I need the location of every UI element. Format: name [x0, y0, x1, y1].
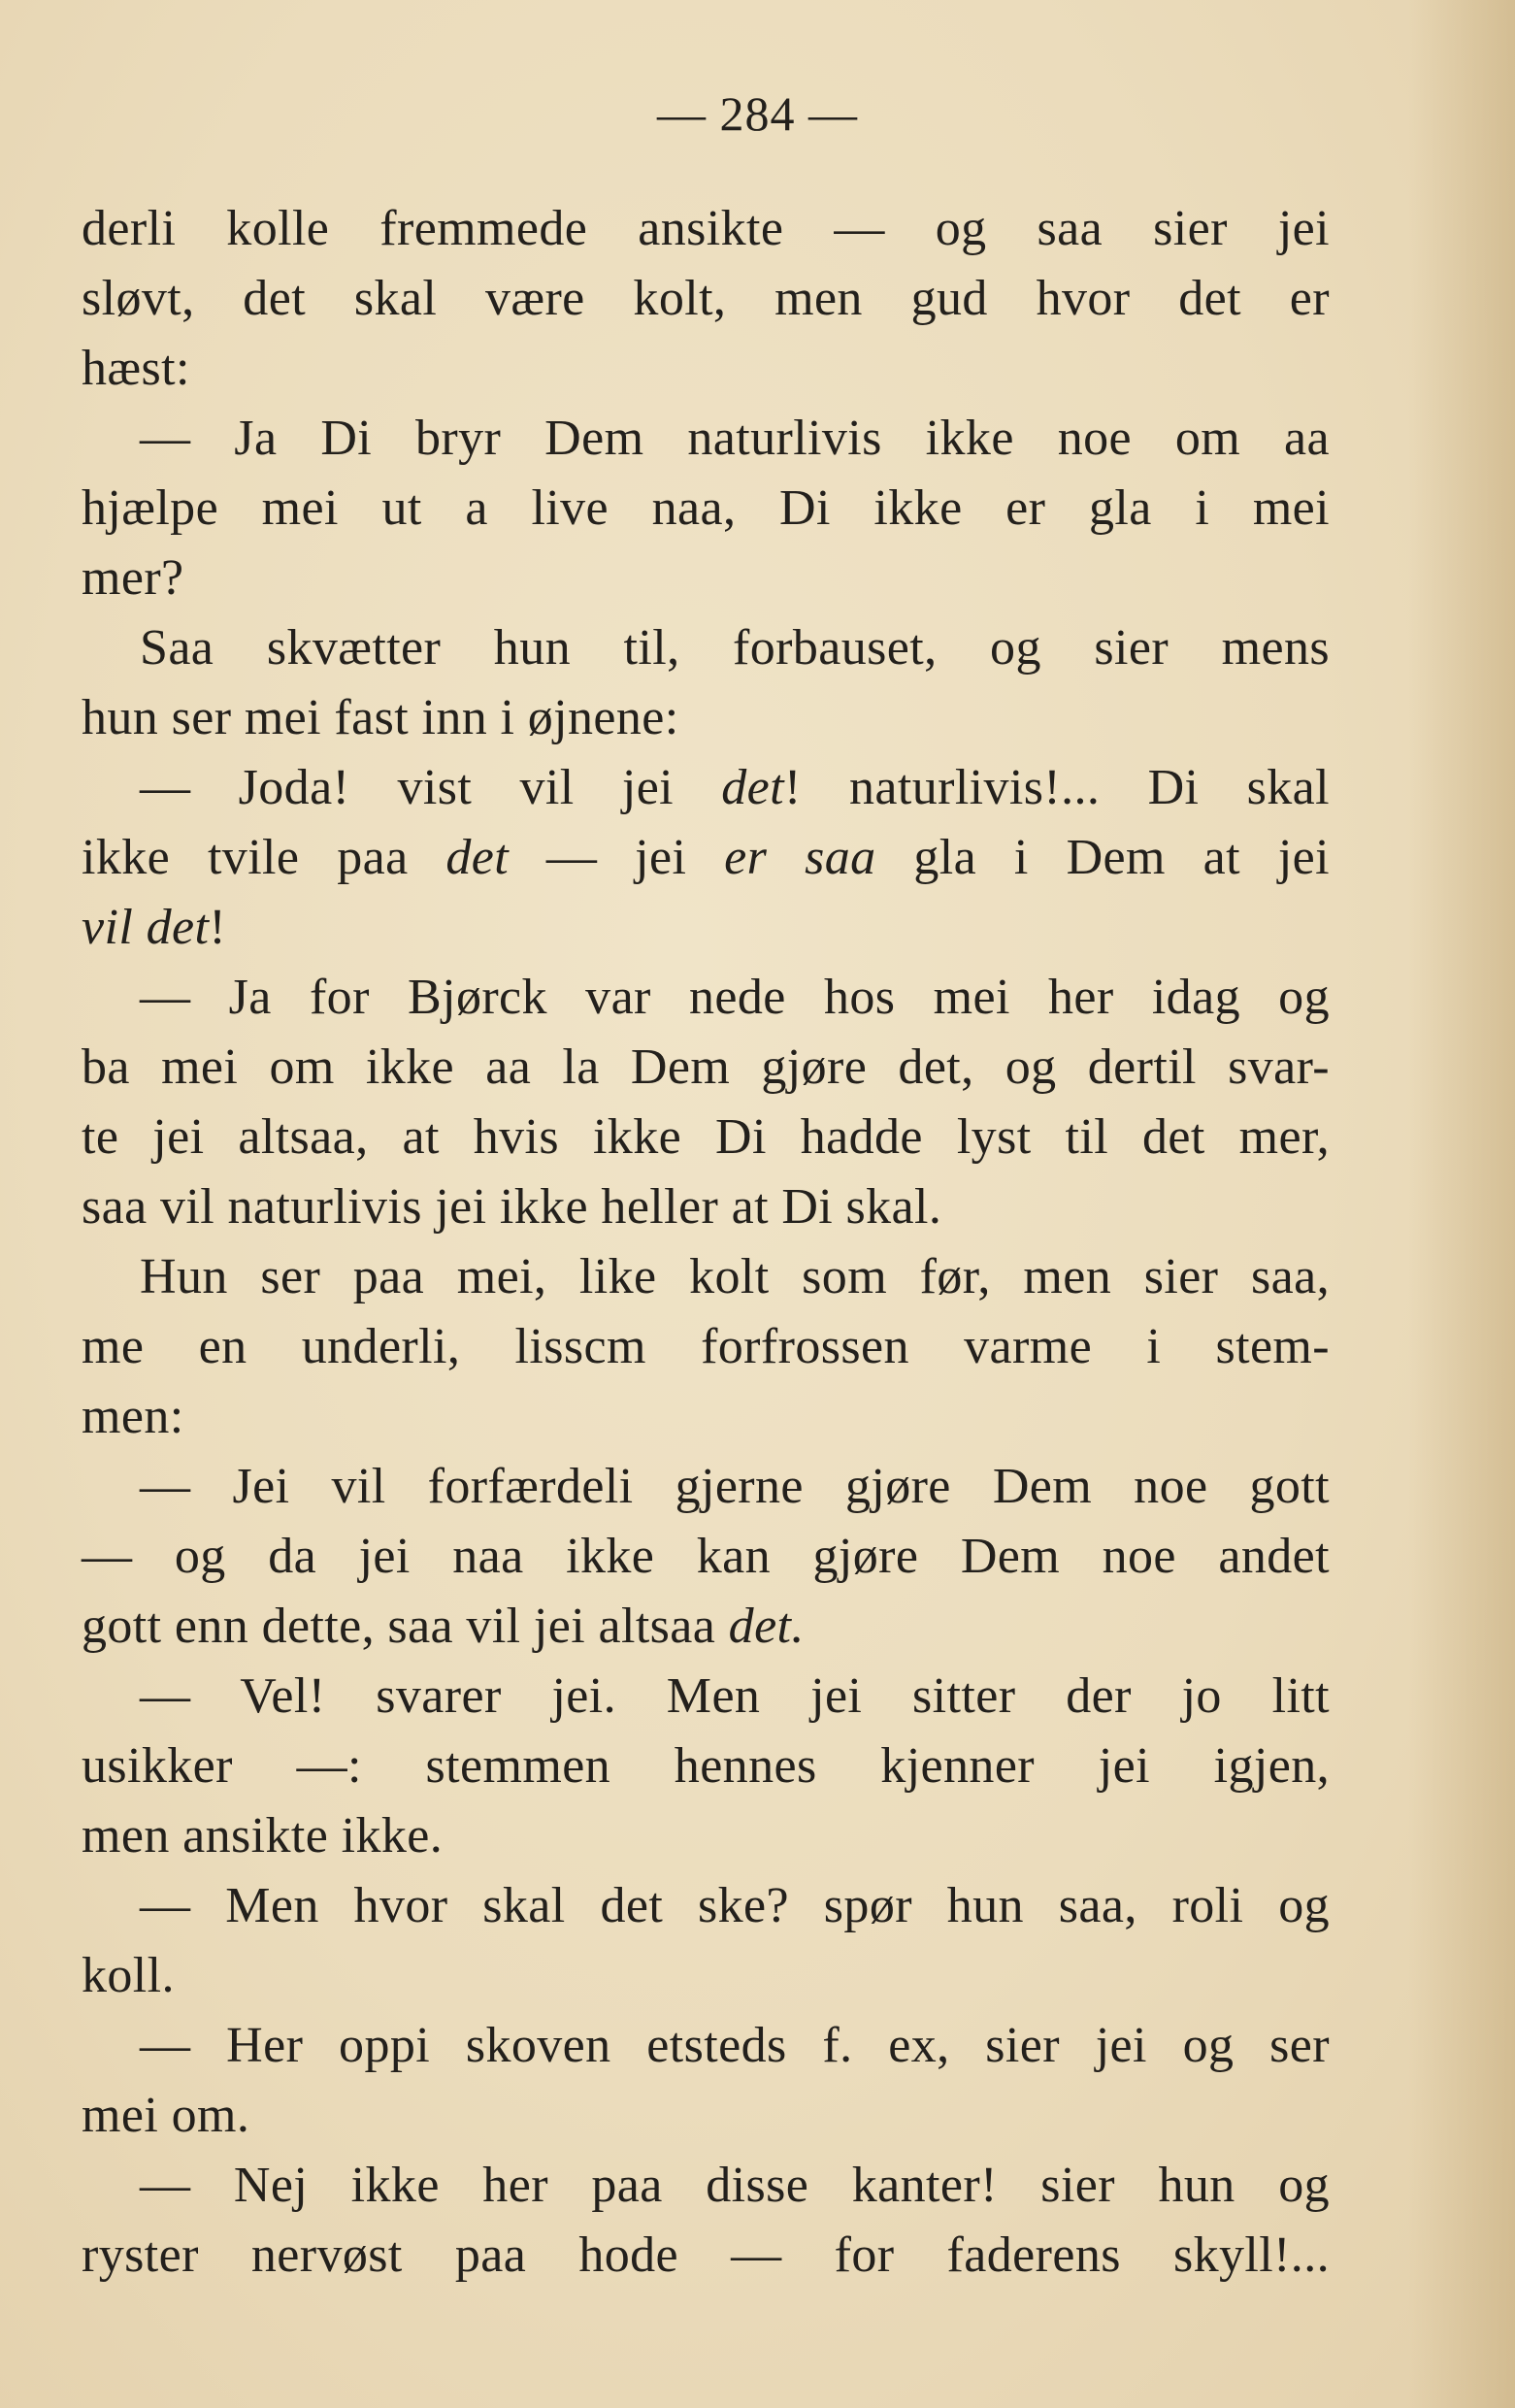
text-segment: — Jei vil forfærdeli gjerne gjøre Dem noe gott — [140, 1459, 1330, 1514]
page-edge-shadow — [1408, 0, 1515, 2408]
text-line — [82, 1103, 1330, 1172]
emphasized-text: vil det — [82, 900, 210, 955]
text-segment: hjælpe mei ut a live naa, Di ikke er gla i mei — [82, 480, 1330, 536]
text-line — [82, 544, 1330, 613]
text-line — [82, 683, 1330, 753]
text-line — [82, 1382, 1330, 1452]
text-segment: koll. — [82, 1948, 175, 2003]
text-line — [82, 1592, 1330, 1662]
text-segment: me en underli, lisscm forfrossen varme i stem- — [82, 1319, 1330, 1374]
text-segment: gla i Dem at jei — [875, 830, 1330, 885]
text-segment: Saa skvætter hun til, forbauset, og sier mens — [140, 620, 1330, 676]
text-segment: usikker —: stemmen hennes kjenner jei igjen, — [82, 1738, 1330, 1794]
text-line — [82, 1522, 1330, 1592]
text-line — [82, 264, 1330, 334]
text-line — [82, 1871, 1330, 1941]
text-segment: saa vil naturlivis jei ikke heller at Di skal. — [82, 1179, 942, 1235]
text-line — [82, 194, 1330, 264]
text-line — [82, 1801, 1330, 1871]
text-segment: — Nej ikke her paa disse kanter! sier hun og — [140, 2158, 1330, 2213]
text-line — [82, 1172, 1330, 1242]
text-line — [82, 474, 1330, 544]
text-line — [82, 1941, 1330, 2011]
text-line — [82, 613, 1330, 683]
body-text — [82, 194, 1330, 2291]
text-line — [82, 1312, 1330, 1382]
emphasized-text: er saa — [724, 830, 876, 885]
text-segment: — Ja for Bjørck var nede hos mei her idag og — [140, 970, 1330, 1025]
text-line — [82, 1452, 1330, 1522]
text-segment: ! naturlivis!... Di skal — [784, 760, 1330, 815]
text-line — [82, 334, 1330, 404]
emphasized-text: det — [445, 830, 510, 885]
text-segment: — Men hvor skal det ske? spør hun saa, roli og — [140, 1878, 1330, 1933]
text-segment: ryster nervøst paa hode — for faderens skyll!... — [82, 2227, 1330, 2283]
text-line — [82, 1242, 1330, 1312]
text-segment: men ansikte ikke. — [82, 1808, 444, 1864]
text-line — [82, 2221, 1330, 2291]
text-line — [82, 963, 1330, 1033]
text-segment: ikke tvile paa — [82, 830, 446, 885]
text-segment: hæst: — [82, 341, 190, 396]
text-segment: gott enn dette, saa vil jei altsaa — [82, 1599, 729, 1654]
text-line — [82, 404, 1330, 474]
page-number: — 284 — — [657, 86, 858, 141]
text-segment: mer? — [82, 550, 184, 606]
text-segment: te jei altsaa, at hvis ikke Di hadde lyst til det mer, — [82, 1109, 1330, 1165]
text-segment: — Joda! vist vil jei — [140, 760, 722, 815]
text-segment: — Vel! svarer jei. Men jei sitter der jo litt — [140, 1668, 1330, 1724]
text-segment: mei om. — [82, 2088, 250, 2143]
text-segment: sløvt, det skal være kolt, men gud hvor det er — [82, 271, 1330, 326]
text-line — [82, 753, 1330, 823]
emphasized-text: det — [721, 760, 785, 815]
text-segment: ba mei om ikke aa la Dem gjøre det, og dertil svar- — [82, 1039, 1330, 1095]
text-line — [82, 823, 1330, 893]
text-line — [82, 1662, 1330, 1732]
text-line — [82, 893, 1330, 963]
text-line — [82, 1033, 1330, 1103]
text-segment: — Her oppi skoven etsteds f. ex, sier jei og ser — [140, 2018, 1330, 2073]
text-segment: hun ser mei fast inn i øjnene: — [82, 690, 679, 745]
text-segment: — og da jei naa ikke kan gjøre Dem noe andet — [82, 1529, 1330, 1584]
text-line — [82, 2011, 1330, 2081]
text-segment: Hun ser paa mei, like kolt som før, men sier saa, — [140, 1249, 1330, 1304]
text-line — [82, 2081, 1330, 2151]
text-segment: men: — [82, 1389, 184, 1444]
text-segment: — Ja Di bryr Dem naturlivis ikke noe om aa — [140, 411, 1330, 466]
text-line — [82, 2151, 1330, 2221]
text-segment: derli kolle fremmede ansikte — og saa sier jei — [82, 201, 1330, 256]
emphasized-text: det. — [728, 1599, 805, 1654]
text-segment: — jei — [509, 830, 725, 885]
text-line — [82, 1732, 1330, 1801]
text-segment: ! — [209, 900, 227, 955]
